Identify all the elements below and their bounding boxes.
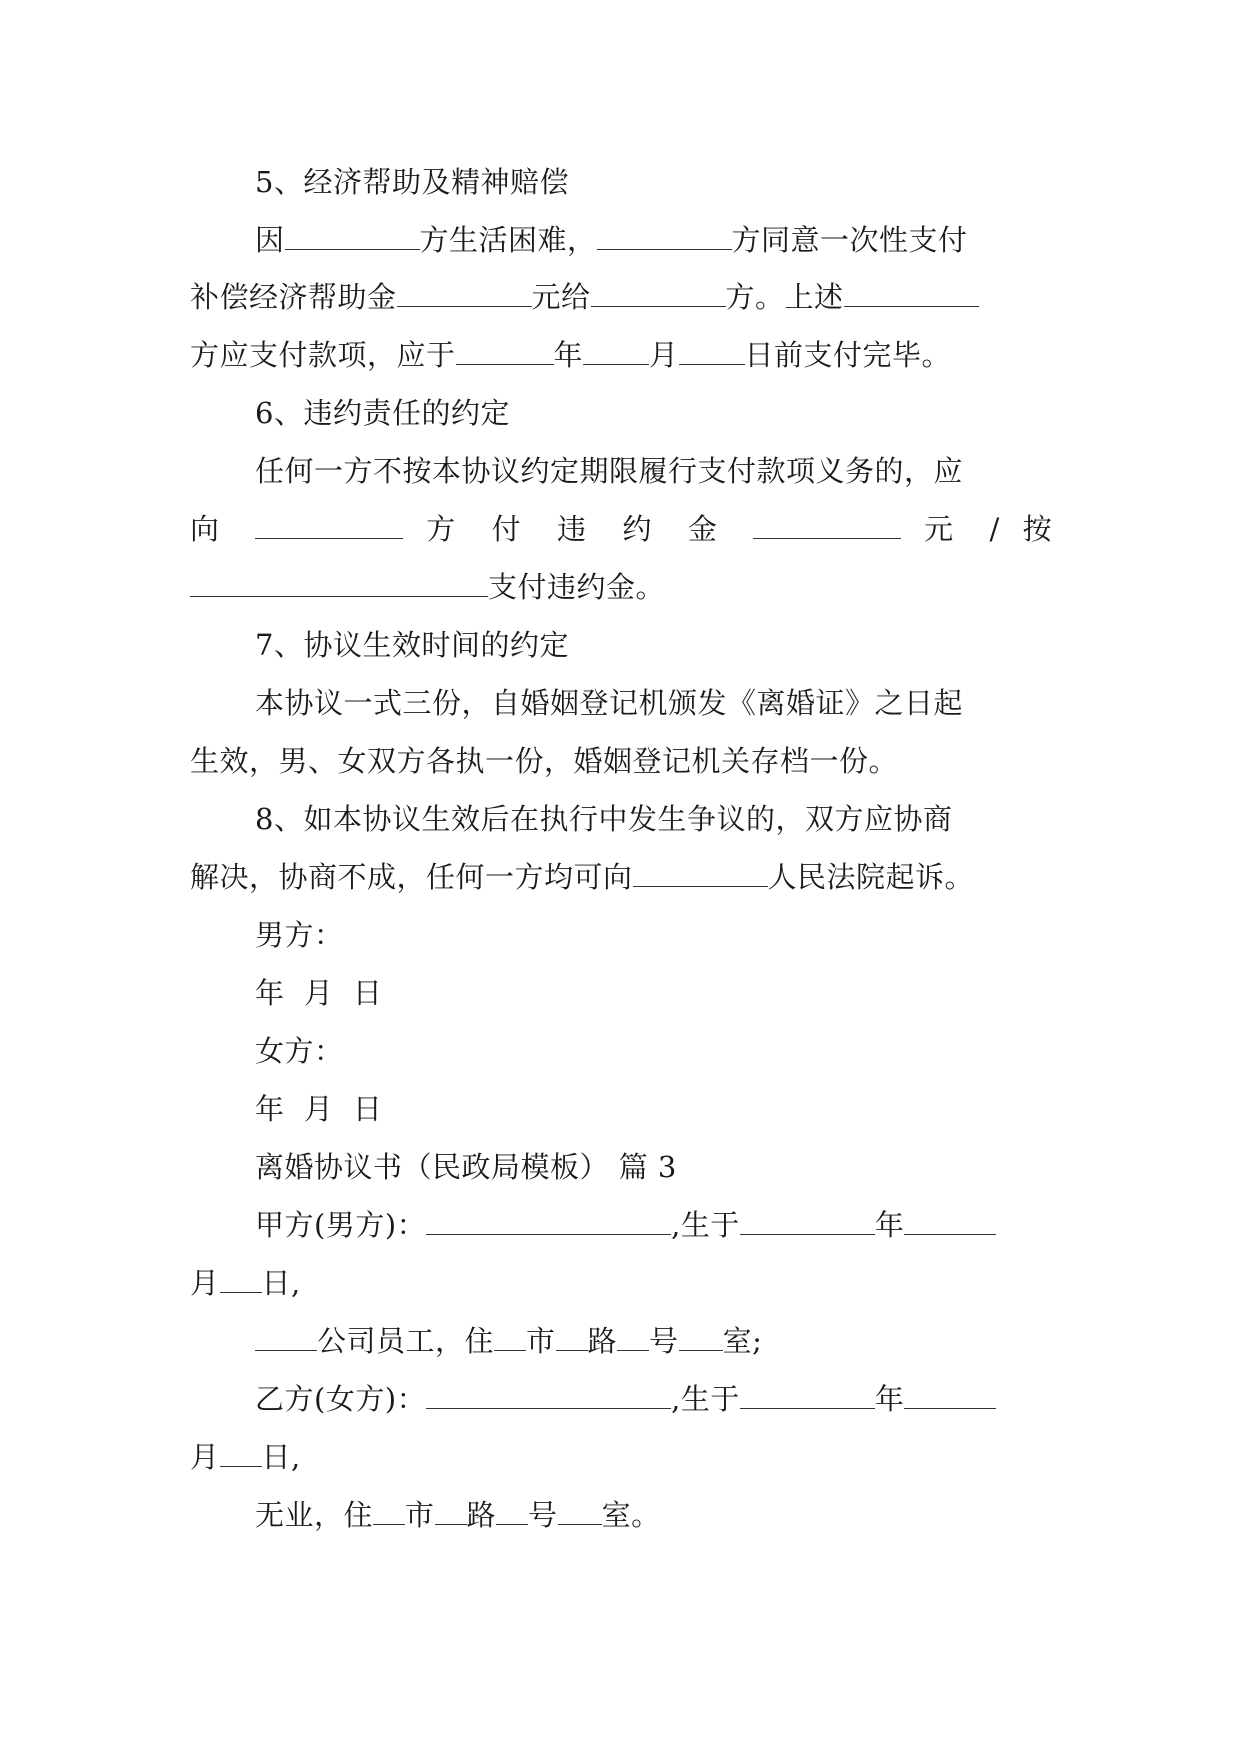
- text: 方生活困难，: [419, 223, 597, 257]
- heading-text: 5、经济帮助及精神赔偿: [255, 165, 569, 199]
- party-b-line-1: [255, 1379, 1052, 1419]
- text: 男方：: [255, 918, 344, 952]
- section-7-heading: [255, 625, 1052, 665]
- blank: [494, 1322, 526, 1351]
- section-7-line-1: [255, 683, 1052, 723]
- text: 约: [622, 512, 666, 546]
- blank: [255, 510, 403, 539]
- section-6-line-2: [190, 509, 1052, 549]
- text: 年: [553, 338, 584, 372]
- text: 方同意一次性支付: [731, 223, 968, 257]
- text: 生效，男、女双方各执一份，婚姻登记机关存档一份。: [190, 744, 899, 778]
- blank: [255, 1322, 317, 1351]
- text: 月: [649, 338, 679, 372]
- text: 市: [405, 1498, 435, 1532]
- text: 支付违约金。: [488, 570, 666, 604]
- blank: [591, 278, 726, 307]
- text: 人民法院起诉。: [767, 860, 975, 894]
- blank: [740, 1380, 875, 1409]
- text: 公司员工，住: [317, 1324, 495, 1358]
- text: 年 月 日: [255, 1092, 383, 1126]
- text: 付: [491, 512, 535, 546]
- blank: [904, 1380, 996, 1409]
- section-5-line-3: [190, 335, 1052, 375]
- text: 本协议一式三份，自婚姻登记机颁发《离婚证》之日起: [255, 686, 964, 720]
- blank: [583, 336, 649, 365]
- blank: [373, 1496, 405, 1525]
- blank: [558, 1496, 602, 1525]
- party-a-line-1: [255, 1205, 1052, 1245]
- party-a-line-2: [190, 1263, 1052, 1303]
- text: 方。上述: [725, 280, 844, 314]
- blank: [679, 1322, 723, 1351]
- heading-text: 7、协议生效时间的约定: [255, 628, 569, 662]
- text: 乙方(女方)：: [255, 1382, 427, 1416]
- section-6-line-3: [190, 567, 1052, 607]
- text: 按: [1022, 512, 1053, 546]
- text: ,生于: [671, 1382, 740, 1416]
- male-signature-date: [255, 973, 1052, 1013]
- female-signature-date: [255, 1089, 1052, 1129]
- text: 市: [526, 1324, 556, 1358]
- text: 补偿经济帮助金: [190, 280, 397, 314]
- blank: [426, 1380, 671, 1409]
- text: 元给: [531, 280, 591, 314]
- section-5-line-1: [255, 220, 1052, 260]
- text: 年: [874, 1382, 905, 1416]
- blank: [844, 278, 979, 307]
- text: 金: [687, 512, 731, 546]
- blank: [496, 1496, 528, 1525]
- blank: [740, 1206, 875, 1235]
- text: 月: [190, 1440, 220, 1474]
- section-7-line-2: [190, 741, 1052, 781]
- text: 路: [587, 1324, 618, 1358]
- blank: [285, 221, 420, 250]
- text: 违: [557, 512, 600, 546]
- text: 路: [466, 1498, 497, 1532]
- blank: [190, 568, 488, 597]
- female-signature-label: [255, 1031, 1052, 1071]
- male-signature-label: [255, 915, 1052, 955]
- text: 离婚协议书（民政局模板） 篇 3: [255, 1150, 677, 1184]
- text: 年: [874, 1208, 905, 1242]
- text: 室。: [601, 1498, 661, 1532]
- text: /: [989, 512, 1000, 546]
- section-6-line-1: [255, 451, 1052, 491]
- heading-text: 6、违约责任的约定: [255, 396, 510, 430]
- section-6-heading: [255, 393, 1052, 433]
- blank: [617, 1322, 649, 1351]
- text: 解决，协商不成，任何一方均可向: [190, 860, 633, 894]
- blank: [904, 1206, 996, 1235]
- blank: [220, 1438, 262, 1467]
- text: 任何一方不按本协议约定期限履行支付款项义务的，应: [255, 454, 964, 488]
- blank: [397, 278, 532, 307]
- text: 元: [924, 512, 967, 546]
- text: ,生于: [671, 1208, 740, 1242]
- text: 甲方(男方)：: [255, 1208, 427, 1242]
- text: 日,: [261, 1440, 301, 1474]
- blank: [633, 858, 768, 887]
- text: 女方：: [255, 1034, 344, 1068]
- section-8-line-2: [190, 857, 1052, 897]
- party-b-line-3: [255, 1495, 1052, 1535]
- text: 号: [528, 1498, 558, 1532]
- section-5-heading: [255, 162, 1052, 202]
- blank: [435, 1496, 467, 1525]
- text: 室;: [722, 1324, 763, 1358]
- text: 因: [255, 223, 285, 257]
- blank: [426, 1206, 671, 1235]
- blank: [556, 1322, 588, 1351]
- party-b-line-2: [190, 1437, 1052, 1477]
- text: 月: [190, 1266, 220, 1300]
- blank: [456, 336, 554, 365]
- text: 年 月 日: [255, 976, 383, 1010]
- text: 8、如本协议生效后在执行中发生争议的，双方应协商: [255, 802, 953, 836]
- text: 日前支付完毕。: [744, 338, 952, 372]
- blank: [220, 1264, 262, 1293]
- text: 号: [649, 1324, 679, 1358]
- text: 方: [426, 512, 469, 546]
- text: 向: [190, 512, 233, 546]
- part-3-title: [255, 1147, 1052, 1187]
- blank: [753, 510, 901, 539]
- text: 方应支付款项，应于: [190, 338, 456, 372]
- section-5-line-2: [190, 277, 1052, 317]
- section-8-line-1: [255, 799, 1052, 839]
- blank: [597, 221, 732, 250]
- party-a-line-3: [255, 1321, 1052, 1361]
- blank: [679, 336, 745, 365]
- text: 无业，住: [255, 1498, 374, 1532]
- text: 日,: [261, 1266, 301, 1300]
